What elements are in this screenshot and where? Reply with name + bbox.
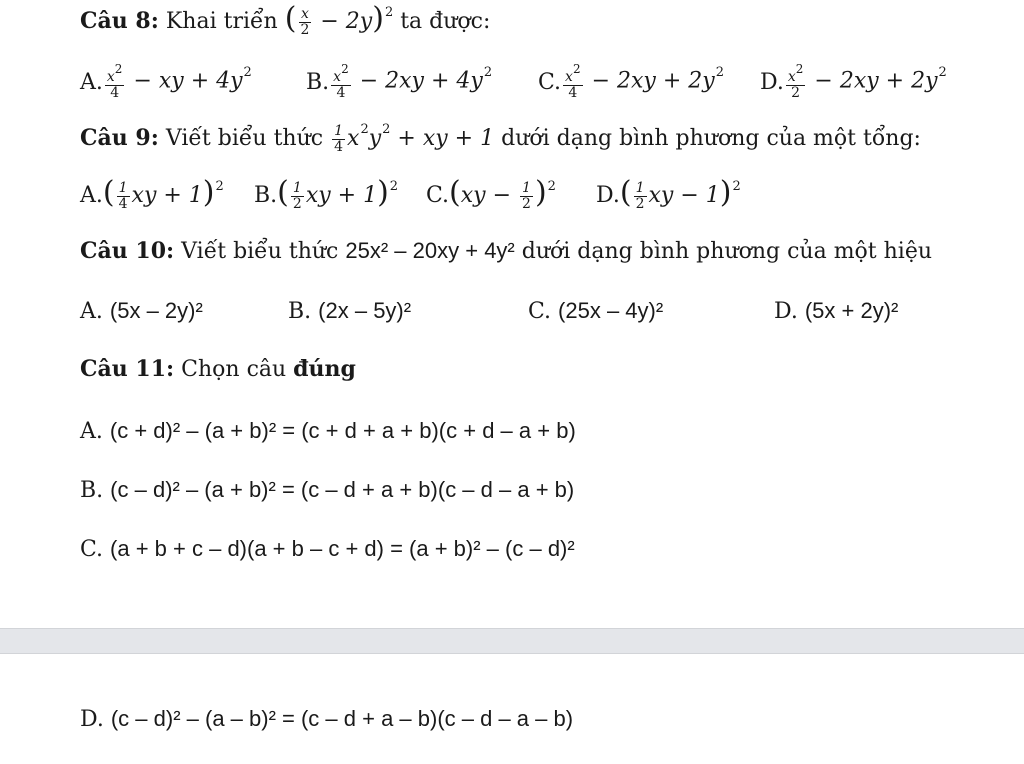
- question-10-option-b[interactable]: B. (2x – 5y)²: [288, 298, 412, 324]
- question-10-option-a[interactable]: A. (5x – 2y)²: [80, 298, 203, 324]
- question-9-option-c[interactable]: C. (xy − $\frac{1}{2}$ )$^2$: [426, 175, 556, 212]
- question-8-number: Câu 8:: [80, 8, 159, 34]
- question-9-text-after: dưới dạng bình phương của một tổng:: [501, 126, 921, 151]
- question-8-option-b[interactable]: B. $\frac{x^2}{4}$ − $2xy + 4y^2$: [306, 62, 493, 101]
- question-9-number: Câu 9:: [80, 125, 159, 151]
- question-10-number: Câu 10:: [80, 238, 175, 264]
- question-10-text-after: dưới dạng bình phương của một hiệu: [521, 239, 933, 264]
- question-9-text-before: Viết biểu thức: [165, 126, 324, 151]
- question-8-option-c[interactable]: C. $\frac{x^2}{4}$ − $2xy + 2y^2$: [538, 62, 724, 101]
- question-11-option-a[interactable]: A. (c + d)² – (a + b)² = (c + d + a + b)(c + d – a + b): [80, 418, 576, 444]
- question-9-options: [80, 172, 980, 218]
- question-11-bold-word: đúng: [293, 356, 356, 382]
- question-11-option-b[interactable]: B. (c – d)² – (a + b)² = (c – d + a + b)(c – d – a + b): [80, 477, 575, 503]
- question-10-text-before: Viết biểu thức: [181, 239, 339, 264]
- question-9-option-d[interactable]: D. ( $\frac{1}{2}$ xy − 1)$^2$: [596, 175, 741, 212]
- question-8-option-a[interactable]: A. $\frac{x^2}{4}$ − xy + $4y^2$: [80, 62, 252, 101]
- question-9-option-a[interactable]: A. ( $\frac{1}{4}$ xy + 1)$^2$: [80, 175, 224, 212]
- question-10-options: [80, 294, 980, 328]
- question-8-expression: ( $\frac{x}{2}$ − 2y)$^2$: [284, 1, 394, 38]
- question-10-option-c[interactable]: C. (25x – 4y)²: [528, 298, 664, 324]
- page-break-divider: [0, 628, 1024, 654]
- question-9-option-b[interactable]: B. ( $\frac{1}{2}$ xy + 1)$^2$: [254, 175, 399, 212]
- question-10: [80, 238, 932, 264]
- question-10-option-d[interactable]: D. (5x + 2y)²: [774, 298, 899, 324]
- question-11-number: Câu 11:: [80, 356, 175, 382]
- question-8-text-before: Khai triển: [165, 9, 278, 34]
- question-8: [80, 1, 491, 38]
- question-9-expression: $\frac{1}{4}$ $x^2y^2$ + xy + 1: [334, 122, 495, 155]
- question-8-options: [80, 62, 980, 102]
- question-8-option-d[interactable]: D. $\frac{x^2}{2}$ − $2xy + 2y^2$: [760, 62, 947, 101]
- question-10-expression: 25x² – 20xy + 4y²: [345, 238, 515, 263]
- question-11: [80, 356, 356, 382]
- question-9: [80, 122, 921, 154]
- question-8-text-after: ta được:: [400, 9, 491, 34]
- question-11-option-d[interactable]: D. (c – d)² – (a – b)² = (c – d + a – b)(c – d – a – b): [80, 706, 574, 732]
- question-11-text: Chọn câu: [181, 357, 287, 382]
- question-11-option-c[interactable]: C. (a + b + c – d)(a + b – c + d) = (a + b)² – (c – d)²: [80, 536, 575, 562]
